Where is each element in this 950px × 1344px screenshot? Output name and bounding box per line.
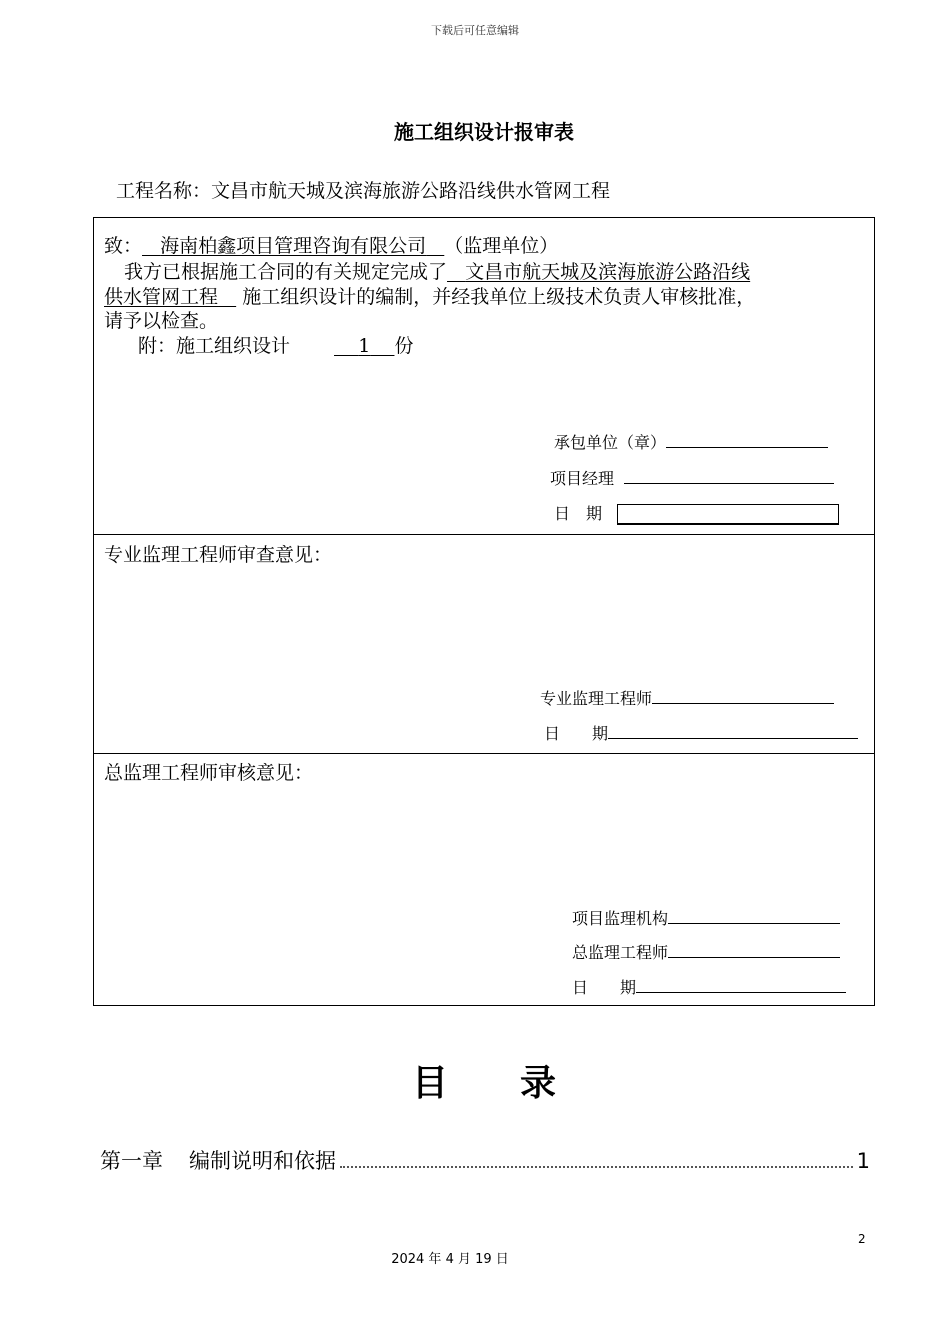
- project-name: 文昌市航天城及滨海旅游公路沿线供水管网工程: [211, 180, 611, 202]
- contractor-field[interactable]: [666, 433, 828, 448]
- chief-engineer-line: 总监理工程师: [572, 940, 840, 963]
- body-project-name-2: 供水管网工程: [104, 286, 219, 308]
- project-label: 工程名称：: [116, 180, 212, 202]
- page-number: 2: [858, 1232, 866, 1246]
- attachment-line: 附：施工组织设计 1 份: [138, 335, 414, 357]
- to-label: 致：: [104, 235, 143, 257]
- project-manager-line: 项目经理: [550, 466, 834, 489]
- engineer-date-field[interactable]: [608, 724, 858, 739]
- chief-engineer-field[interactable]: [668, 943, 840, 958]
- to-suffix: （监理单位）: [444, 235, 559, 257]
- body-line-3: 请予以检查。: [104, 310, 219, 332]
- row-divider: [94, 534, 874, 535]
- contractor-date-field[interactable]: [617, 504, 839, 525]
- supervision-org-field[interactable]: [668, 909, 840, 924]
- chief-date-line: 日 期: [572, 975, 846, 998]
- toc-title: 目 录: [411, 1063, 556, 1104]
- project-name-line: [116, 176, 610, 203]
- chief-review-heading: 总监理工程师审核意见：: [104, 762, 314, 784]
- body-line-1: 我方已根据施工合同的有关规定完成了 文昌市航天城及滨海旅游公路沿线: [124, 261, 751, 283]
- supervision-unit: 海南柏鑫项目管理咨询有限公司: [160, 235, 427, 257]
- engineer-review-heading: 专业监理工程师审查意见：: [104, 544, 333, 566]
- form-title: 施工组织设计报审表: [394, 120, 574, 144]
- row-divider: [94, 753, 874, 754]
- project-manager-field[interactable]: [624, 469, 834, 484]
- body-project-name-1: 文昌市航天城及滨海旅游公路沿线: [465, 261, 751, 283]
- toc-page-number: 1: [856, 1149, 870, 1173]
- contractor-seal-line: 承包单位（章）: [554, 430, 828, 453]
- engineer-field[interactable]: [652, 689, 834, 704]
- footer-date: 2024 年 4 月 19 日: [391, 1252, 509, 1267]
- addressee-line: [104, 231, 558, 258]
- toc-entry[interactable]: [100, 1145, 870, 1175]
- toc-leader-dots: [340, 1166, 853, 1168]
- header-note: 下载后可任意编辑: [431, 24, 519, 37]
- body-line-2: 供水管网工程 施工组织设计的编制，并经我单位上级技术负责人审核批准，: [104, 286, 756, 308]
- engineer-date-line: 日 期: [544, 721, 858, 744]
- attachment-count: 1: [358, 335, 371, 357]
- review-form-table: [93, 217, 875, 1006]
- engineer-sign-line: 专业监理工程师: [540, 686, 834, 709]
- contractor-date-line: 日 期: [554, 501, 839, 525]
- chief-date-field[interactable]: [636, 978, 846, 993]
- supervision-org-line: 项目监理机构: [572, 906, 840, 929]
- toc-chapter: 第一章: [100, 1149, 163, 1173]
- toc-entry-title: 编制说明和依据: [189, 1149, 336, 1173]
